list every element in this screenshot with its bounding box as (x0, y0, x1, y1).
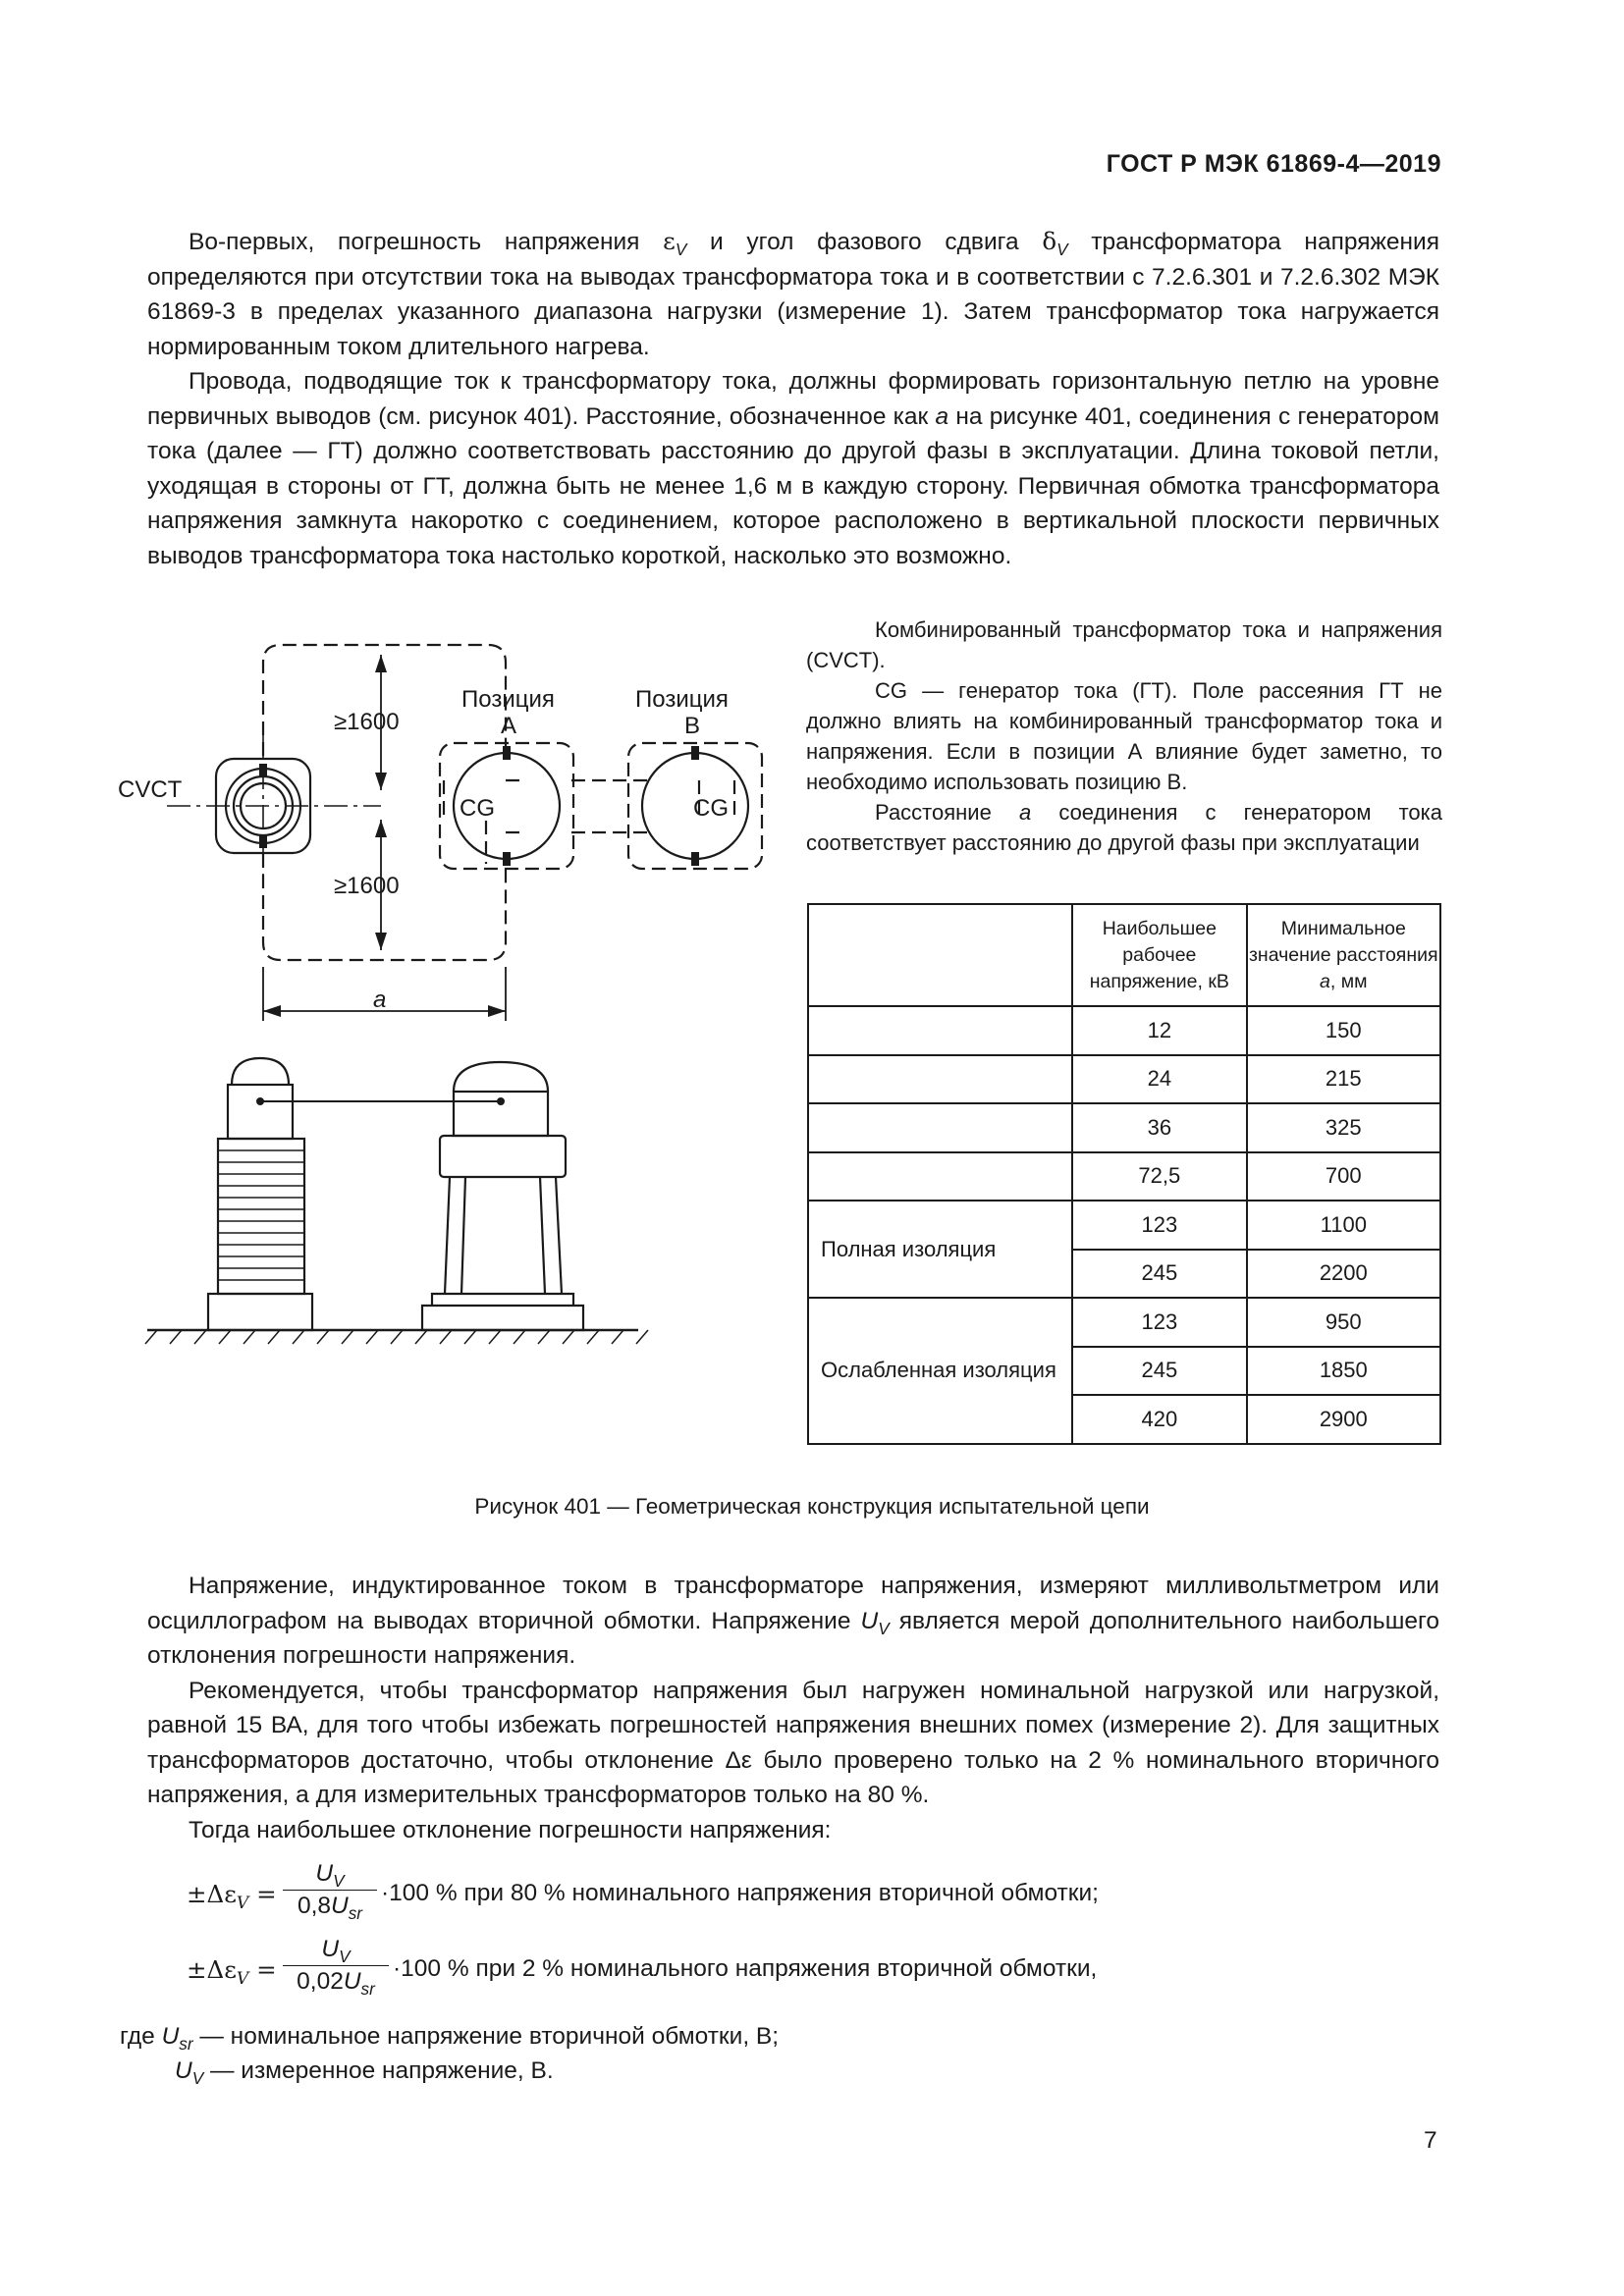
table-row: 245 1850 (808, 1347, 1440, 1396)
table-row: 72,5 700 (808, 1152, 1440, 1201)
table-row: 12 150 (808, 1006, 1440, 1055)
page-number: 7 (1424, 2127, 1437, 2154)
dim-bottom-label: ≥1600 (334, 873, 400, 899)
cg-cap (454, 1062, 548, 1092)
document-header: ГОСТ Р МЭК 61869-4—2019 (1106, 150, 1441, 178)
cg-label-b: CG (693, 795, 729, 822)
figure-legend (806, 614, 1442, 858)
cg-body (440, 1136, 566, 1177)
position-a-line1: Позиция (461, 686, 555, 713)
table-row: Полная изоляция 123 1100 (808, 1201, 1440, 1250)
group-full-insulation: Полная изоляция (808, 1201, 1072, 1298)
table-header-row (808, 904, 1440, 1006)
paragraph-2: Провода, подводящие ток к трансформатору тока, должны формировать горизонтальную петлю на уровне первичных выводов (см. рисунок 401). Расстояние, обозначенное как a на рисунке 401, соединения с генератором тока (далее — ГТ) должно соответствовать расстоянию до другой фазы в эксплуатации. Длина токовой петли, уходящая в стороны от ГТ, должна быть не менее 1,6 м в каждую сторону. Первичная обмотка трансформатора напряжения замкнута накоротко с соединением, которое расположено в вертикальной плоскости первичных выводов трансформатора тока настолько короткой, насколько это возможно. (147, 368, 1440, 569)
table-row: 24 215 (808, 1055, 1440, 1104)
figure-401-diagram (0, 0, 805, 1374)
paragraph-4: Рекомендуется, чтобы трансформатор напряжения был нагружен номинальной нагрузкой или нагрузкой, равной 15 ВА, для того чтобы избежать погрешностей напряжения внешних помех (измерение 2). Для защитных трансформаторов достаточно, чтобы отклонение Δε было проверено только на 2 % номинального вторичного напряжения, а для измерительных трансформаторов только на 80 %. (147, 1677, 1439, 1808)
distance-table (807, 903, 1441, 1445)
definition-uv: $U_V$ — измеренное напряжение, В. (175, 2057, 554, 2088)
group-weak-insulation: Ослабленная изоляция (808, 1298, 1072, 1444)
dim-top-label: ≥1600 (334, 709, 400, 735)
table-header-voltage: Наибольшее рабочее напряжение, кВ (1072, 904, 1246, 1006)
legend-cg: CG — генератор тока (ГТ). Поле рассеяния ГТ не должно влиять на комбинированный трансформатор тока и напряжения. Если в позиции А влияние будет заметно, то необходимо использовать позицию В. (806, 678, 1442, 794)
formula-2-percent: $\pm\Delta\varepsilon_V$ = $U_V$ $0,02U_{sr}$ ·100 % при 2 % номинального напряжения вторичной обмотки, (187, 1936, 1098, 1999)
definition-usr: где $U_{sr}$ — номинальное напряжение вторичной обмотки, В; (120, 2023, 780, 2054)
position-b-line2: В (684, 713, 701, 739)
table-header-empty (808, 904, 1072, 1006)
figure-caption: Рисунок 401 — Геометрическая конструкция испытательной цепи (474, 1494, 1150, 1519)
paragraph-5: Тогда наибольшее отклонение погрешности напряжения: (189, 1816, 832, 1843)
table-header-distance: Минимальное значение расстояния a, мм (1247, 904, 1440, 1006)
table-row: Ослабленная изоляция 123 950 (808, 1298, 1440, 1347)
loop-stub (506, 780, 522, 832)
cg-label-a: CG (460, 795, 495, 822)
legend-cvct: Комбинированный трансформатор тока и напряжения (CVCT). (806, 617, 1442, 672)
cvct-base (208, 1294, 312, 1330)
table-row: 420 2900 (808, 1395, 1440, 1444)
legend-distance: Расстояние a соединения с генератором тока соответствует расстоянию до другой фазы при эксплуатации (806, 800, 1442, 855)
paragraph-3: Напряжение, индуктированное током в трансформаторе напряжения, измеряют милливольтметром или осциллографом на выводах вторичной обмотки. Напряжение $U_V$ является мерой дополнительного наибольшего отклонения погрешности напряжения. (147, 1573, 1439, 1669)
position-a-line2: А (501, 713, 517, 739)
table-row: 36 325 (808, 1103, 1440, 1152)
current-loop-bottom (263, 854, 506, 960)
cvct-label: CVCT (118, 776, 183, 803)
cg-base (422, 1294, 583, 1330)
table-row: 245 2200 (808, 1250, 1440, 1299)
formula-80-percent: $\pm\Delta\varepsilon_V$ = $U_V$ $0,8U_{sr}$ ·100 % при 80 % номинального напряжения вторичной обмотки; (187, 1860, 1099, 1923)
dim-a-label: a (373, 987, 387, 1013)
bridge-wires (571, 780, 653, 832)
cvct-head (228, 1085, 293, 1139)
position-b-line1: Позиция (635, 686, 729, 713)
paragraph-1: Во-первых, погрешность напряжения $\varepsilon_V$ и угол фазового сдвига $\delta_V$ трансформатора напряжения определяются при отсутствии тока на выводах трансформатора тока и в соответствии с 7.2.6.301 и 7.2.6.302 МЭК 61869-3 в пределах указанного диапазона нагрузки (измерение 1). Затем трансформатор тока нагружается нормированным током длительного нагрева. (147, 227, 1439, 360)
cvct-cap (232, 1058, 289, 1085)
body-text (147, 1569, 1439, 1847)
